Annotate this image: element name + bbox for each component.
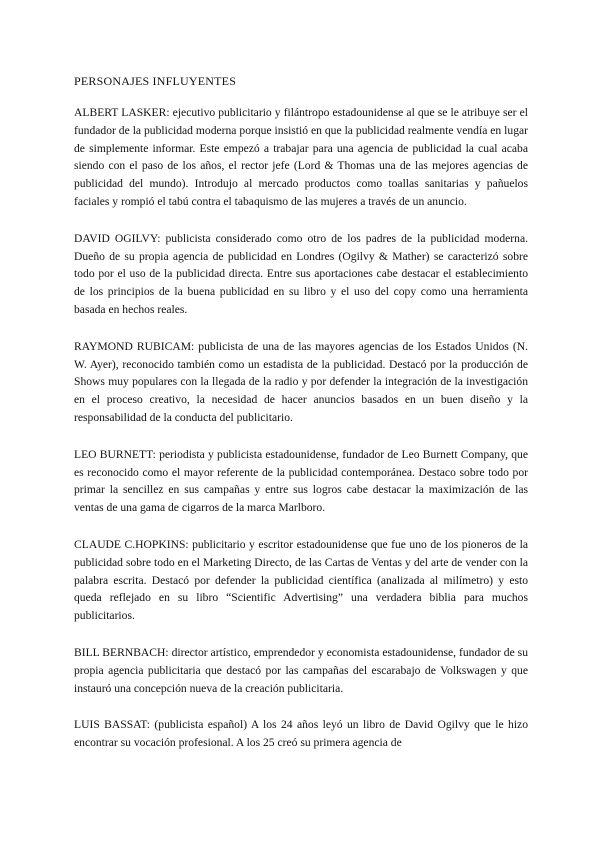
paragraph-claude-hopkins: CLAUDE C.HOPKINS: publicitario y escritor estadounidense que fue uno de los pioneros de la publicidad sobre todo en el Marketing Directo, de las Cartas de Ventas y del arte de vender con la palabra escrita. Destacó por defender la publicidad científica (analizada al milímetro) y esto queda reflejado en su libro “Scientific Advertising” una verdadera biblia para muchos publicitarios.	[74, 537, 528, 623]
paragraph-raymond-rubicam: RAYMOND RUBICAM: publicista de una de las mayores agencias de los Estados Unidos (N. W. Ayer), reconocido también como un estadista de la publicidad. Destacó por la producción de Shows muy populares con la llegada de la radio y por defender la integración de la investigación en el proceso creativo, la necesidad de hacer anuncios basados en un buen diseño y la responsabilidad de la conducta del publicitario.	[74, 339, 528, 424]
paragraph-leo-burnett: LEO BURNETT: periodista y publicista estadounidense, fundador de Leo Burnett Company, que es reconocido como el mayor referente de la publicidad contemporánea. Destaco sobre todo por primar la sencillez en sus campañas y entre sus logros cabe destacar la maximización de las ventas de una gama de cigarros de la marca Marlboro.	[74, 447, 528, 515]
paragraph-bill-bernbach: BILL BERNBACH: director artístico, emprendedor y economista estadounidense, fundador de su propia agencia publicitaria que destacó por las campañas del escarabajo de Volkswagen y que instauró una concepción nueva de la creación publicitaria.	[74, 645, 528, 695]
document-title: PERSONAJES INFLUYENTES	[74, 74, 237, 88]
paragraph-luis-bassat: LUIS BASSAT: (publicista español) A los 24 años leyó un libro de David Ogilvy que le hizo encontrar su vocación profesional. A los 25 creó su primera agencia de	[74, 718, 528, 750]
paragraph-albert-lasker: ALBERT LASKER: ejecutivo publicitario y filántropo estadounidense al que se le atribuye ser el fundador de la publicidad moderna porque insistió en que la publicidad realmente vendía en lugar de simplemente informar. Este empezó a trabajar para una agencia de publicidad la cual acaba siendo con el paso de los años, el rector jefe (Lord & Thomas una de las mejores agencias de publicidad del mundo). Introdujo al mercado productos como toallas sanitarias y pañuelos faciales y rompió el tabú contra el tabaquismo de las mujeres a través de un anuncio.	[74, 106, 528, 208]
paragraph-david-ogilvy: DAVID OGILVY: publicista considerado como otro de los padres de la publicidad moderna. Dueño de su propia agencia de publicidad en Londres (Ogilvy & Mather) se caracterizó sobre todo por el uso de la publicidad directa. Entre sus aportaciones cabe destacar el establecimiento de los principios de la buena publicidad en su libro y el uso del copy como una herramienta basada en hechos reales.	[74, 231, 528, 316]
